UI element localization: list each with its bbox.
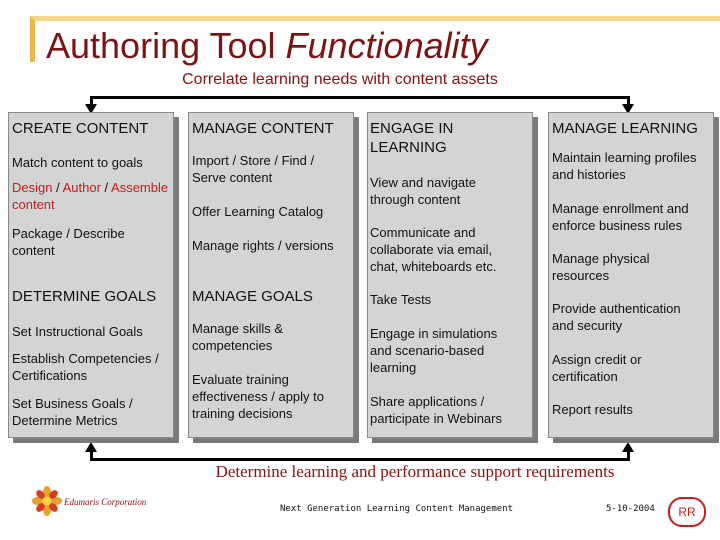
loop-top-line (90, 96, 630, 99)
item-share-applications: Share applications / participate in Webinars (370, 394, 502, 426)
item-provide-authentication: Provide authentication and security (552, 301, 681, 333)
column-create-content (8, 112, 174, 438)
item-set-business-goals: Set Business Goals / Determine Metrics (12, 396, 133, 428)
item-offer-catalog: Offer Learning Catalog (192, 204, 324, 219)
heading-create-content: CREATE CONTENT (12, 120, 149, 137)
item-match-content: Match content to goals (12, 155, 143, 170)
loop-bottom-line (90, 458, 630, 461)
item-establish-competencies: Establish Competencies / Certifications (12, 351, 159, 383)
title-plain: Authoring Tool (46, 25, 276, 66)
item-manage-enrollment: Manage enrollment and enforce business rules (552, 201, 689, 233)
heading-manage-learning: MANAGE LEARNING (552, 120, 698, 137)
company-name: Edumaris Corporation (64, 497, 147, 507)
item-report-results: Report results (552, 402, 633, 417)
item-manage-physical: Manage physical resources (552, 251, 650, 283)
item-set-instructional-goals: Set Instructional Goals (12, 324, 143, 339)
item-evaluate-training: Evaluate training effectiveness / apply to training decisions (192, 372, 325, 421)
loop-arrow-right-bottom (622, 442, 634, 452)
heading-determine-goals: DETERMINE GOALS (12, 288, 157, 305)
item-package-describe: Package / Describe content (12, 226, 125, 258)
heading-manage-goals: MANAGE GOALS (192, 288, 313, 305)
item-import-store: Import / Store / Find / Serve content (192, 153, 315, 185)
page-subtitle: Correlate learning needs with content assets (182, 71, 498, 88)
item-maintain-profiles: Maintain learning profiles and histories (552, 150, 697, 182)
column-manage-learning (548, 112, 714, 438)
column-manage-content (188, 112, 354, 438)
item-take-tests: Take Tests (370, 292, 432, 307)
item-engage-simulations: Engage in simulations and scenario-based learning (370, 326, 498, 375)
item-manage-skills: Manage skills & competencies (192, 321, 284, 353)
footer-center-text: Next Generation Learning Content Management (280, 504, 513, 514)
page-title (46, 24, 488, 68)
footer-date: 5-10-2004 (606, 504, 655, 514)
heading-manage-content: MANAGE CONTENT (192, 120, 334, 137)
item-communicate-collaborate: Communicate and collaborate via email, chat, whiteboards etc. (370, 225, 497, 274)
column-engage-learning (367, 112, 533, 438)
loop-arrow-left-bottom (85, 442, 97, 452)
heading-engage-learning: ENGAGE IN LEARNING (370, 120, 454, 156)
item-design-author-assemble: Design / Author / Assemble content (12, 180, 169, 212)
company-logo (32, 486, 62, 516)
item-view-navigate: View and navigate through content (370, 175, 477, 207)
item-assign-credit: Assign credit or certification (552, 352, 642, 384)
title-italic: Functionality (285, 25, 488, 66)
loop-caption: Determine learning and performance support requirements (215, 462, 615, 481)
item-manage-rights: Manage rights / versions (192, 238, 334, 253)
initials-badge: RR (668, 497, 706, 527)
